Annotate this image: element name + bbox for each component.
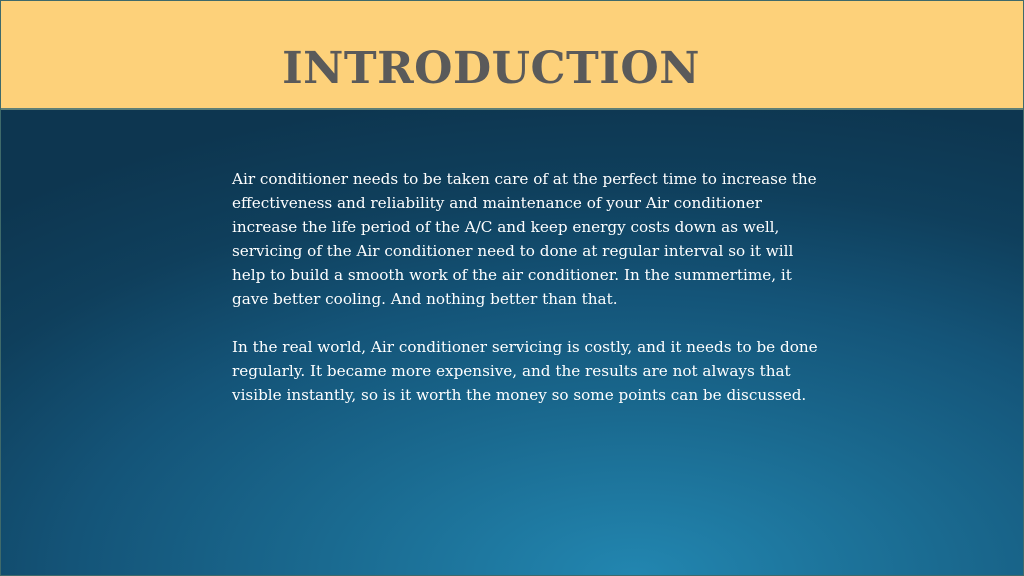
slide-body [232, 167, 828, 431]
paragraph-2: In the real world, Air conditioner servicing is costly, and it needs to be done regularly. It became more expensive, and the results are not always that visible instantly, so is it worth the money so some points can be discussed. [232, 338, 818, 404]
slide-title: INTRODUCTION [282, 43, 700, 94]
paragraph-1: Air conditioner needs to be taken care of at the perfect time to increase the effectiveness and reliability and maintenance of your Air conditioner increase the life period of the A/C and keep energy costs down as well, servicing of the Air conditioner need to done at regular interval so it will help to build a smooth work of the air conditioner. In the summertime, it gave better cooling. And nothing better than that. [232, 170, 817, 308]
title-band [1, 1, 1023, 110]
